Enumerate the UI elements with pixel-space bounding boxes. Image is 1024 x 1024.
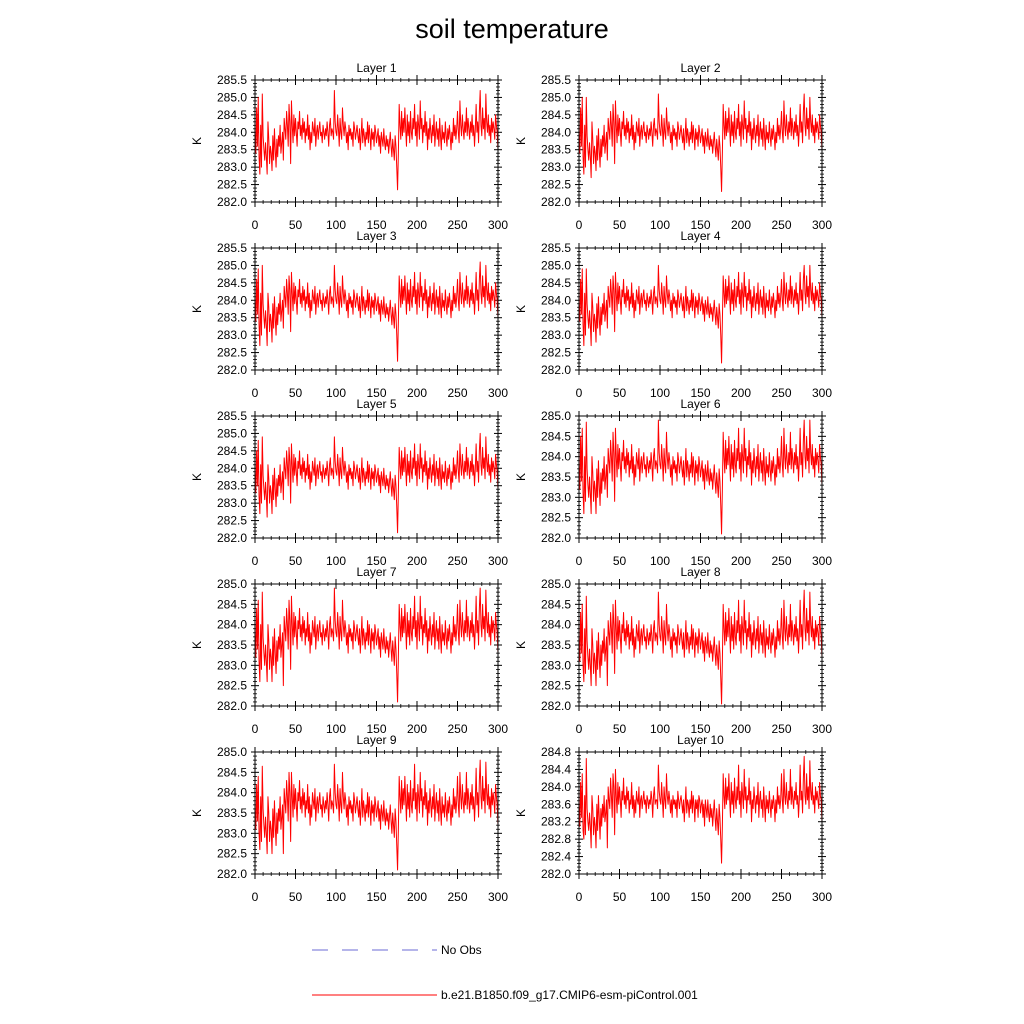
x-tick-label: 50 [612,722,627,736]
x-tick-label: 100 [325,722,347,736]
y-tick-label: 283.0 [216,328,247,343]
y-tick-label: 282.5 [540,678,571,693]
y-axis-label: K [514,808,528,818]
y-tick-label: 285.0 [540,577,571,591]
legend-model-label: b.e21.B1850.f09_g17.CMIP6-esm-piControl.001 [441,988,698,1002]
x-tick-label: 0 [575,722,583,736]
x-tick-label: 200 [730,890,752,904]
x-tick-label: 0 [251,554,259,568]
series-line [255,262,502,361]
y-tick-label: 284.0 [540,617,571,632]
x-tick-label: 300 [487,218,509,232]
x-tick-label: 50 [612,554,627,568]
y-tick-label: 282.5 [216,345,247,360]
x-tick-label: 300 [487,554,509,568]
y-axis-label: K [514,472,528,482]
series-line [579,420,826,534]
x-tick-label: 100 [325,218,347,232]
y-tick-label: 284.0 [540,125,571,140]
y-axis-label: K [190,136,204,146]
y-tick-label: 284.5 [540,275,571,290]
y-tick-label: 284.0 [540,293,571,308]
y-tick-label: 282.5 [540,177,571,192]
x-tick-label: 200 [730,554,752,568]
y-tick-label: 285.5 [216,73,247,87]
panel-title: Layer 2 [680,61,721,75]
y-tick-label: 282.0 [540,531,571,545]
y-tick-label: 283.5 [216,310,247,325]
y-axis-label: K [514,136,528,146]
x-tick-label: 150 [366,890,387,904]
y-tick-label: 284.4 [540,762,571,777]
panel-layer-5 [190,397,508,568]
y-tick-label: 283.0 [540,490,571,505]
series-line [255,90,502,189]
panel-title: Layer 6 [680,397,721,411]
y-tick-label: 283.0 [216,160,247,175]
x-tick-label: 100 [649,218,671,232]
x-tick-label: 200 [406,722,428,736]
y-tick-label: 283.0 [540,160,571,175]
y-tick-label: 284.0 [540,449,571,464]
y-tick-label: 284.0 [216,461,247,476]
x-tick-label: 200 [406,554,428,568]
y-tick-label: 285.0 [216,577,247,591]
x-tick-label: 200 [730,722,752,736]
x-tick-label: 300 [811,722,833,736]
y-tick-label: 285.5 [540,241,571,255]
y-tick-label: 285.0 [540,90,571,105]
x-tick-label: 250 [447,386,468,400]
y-axis-label: K [190,808,204,818]
x-tick-label: 0 [251,218,259,232]
y-tick-label: 283.0 [216,496,247,511]
x-tick-label: 300 [811,890,833,904]
x-tick-label: 150 [366,554,387,568]
x-tick-label: 0 [575,554,583,568]
series-line [579,94,826,192]
y-tick-label: 282.0 [216,699,247,713]
x-tick-label: 50 [612,386,627,400]
y-tick-label: 285.5 [216,409,247,423]
panel-title: Layer 3 [356,229,397,243]
y-tick-label: 283.5 [540,310,571,325]
x-tick-label: 150 [690,554,711,568]
y-tick-label: 283.5 [540,470,571,484]
y-tick-label: 283.6 [540,797,571,812]
y-tick-label: 282.0 [540,195,571,209]
y-axis-label: K [514,640,528,650]
y-tick-label: 285.5 [216,241,247,255]
x-tick-label: 300 [811,554,833,568]
x-tick-label: 50 [288,218,303,232]
y-tick-label: 285.0 [216,258,247,273]
x-tick-label: 150 [366,218,387,232]
y-tick-label: 282.0 [216,363,247,377]
panel-layer-10 [514,733,832,904]
panel-layer-9 [190,733,508,904]
panel-layer-8 [514,565,832,736]
series-line [255,433,502,532]
x-tick-label: 0 [251,890,259,904]
panel-layer-7 [190,565,508,736]
x-tick-label: 250 [771,890,792,904]
x-tick-label: 300 [487,722,509,736]
y-tick-label: 284.5 [540,597,571,612]
panel-layer-2 [514,61,832,232]
panel-layer-4 [514,229,832,400]
panel-title: Layer 5 [356,397,397,411]
x-tick-label: 50 [612,218,627,232]
y-tick-label: 285.0 [216,90,247,105]
y-tick-label: 284.5 [540,107,571,122]
panel-title: Layer 10 [677,733,724,747]
y-tick-label: 282.5 [216,846,247,861]
y-tick-label: 283.2 [540,814,571,829]
y-tick-label: 284.5 [216,765,247,780]
x-tick-label: 300 [811,218,833,232]
y-axis-label: K [190,640,204,650]
x-tick-label: 150 [366,722,387,736]
y-tick-label: 283.0 [540,658,571,673]
panel-title: Layer 1 [356,61,397,75]
y-axis-label: K [190,304,204,314]
x-tick-label: 100 [325,386,347,400]
x-tick-label: 50 [288,386,303,400]
legend [312,943,698,1002]
series-line [255,588,502,702]
y-tick-label: 283.0 [216,658,247,673]
x-tick-label: 250 [771,722,792,736]
y-tick-label: 282.0 [540,867,571,881]
x-tick-label: 0 [575,890,583,904]
x-tick-label: 300 [487,386,509,400]
y-tick-label: 282.4 [540,849,571,864]
series-line [579,265,826,363]
x-tick-label: 150 [690,218,711,232]
y-tick-label: 282.0 [216,867,247,881]
x-tick-label: 100 [325,890,347,904]
y-axis-label: K [190,472,204,482]
x-tick-label: 100 [649,722,671,736]
y-tick-label: 282.0 [216,195,247,209]
y-tick-label: 285.5 [540,73,571,87]
x-tick-label: 150 [690,890,711,904]
y-tick-label: 283.5 [216,638,247,652]
y-axis-label: K [514,304,528,314]
y-tick-label: 285.0 [540,409,571,423]
y-tick-label: 282.5 [216,678,247,693]
y-tick-label: 284.5 [216,107,247,122]
y-tick-label: 285.0 [216,745,247,759]
x-tick-label: 300 [487,890,509,904]
y-tick-label: 284.8 [540,745,571,759]
x-tick-label: 50 [612,890,627,904]
y-tick-label: 284.0 [216,293,247,308]
y-tick-label: 284.0 [216,785,247,800]
series-line [579,590,826,704]
x-tick-label: 250 [447,218,468,232]
x-tick-label: 100 [649,890,671,904]
y-tick-label: 283.0 [540,328,571,343]
y-tick-label: 284.0 [216,125,247,140]
y-tick-label: 284.5 [216,597,247,612]
y-tick-label: 282.0 [216,531,247,545]
y-tick-label: 284.5 [216,443,247,458]
legend-no-obs-label: No Obs [441,943,482,957]
y-tick-label: 283.5 [540,142,571,157]
x-tick-label: 250 [771,218,792,232]
x-tick-label: 100 [649,554,671,568]
x-tick-label: 50 [288,554,303,568]
x-tick-label: 0 [251,386,259,400]
chart-title: soil temperature [415,14,609,44]
x-tick-label: 200 [406,218,428,232]
x-tick-label: 200 [730,386,752,400]
y-tick-label: 282.5 [216,513,247,528]
x-tick-label: 150 [690,722,711,736]
y-tick-label: 284.5 [540,429,571,444]
y-tick-label: 282.0 [540,363,571,377]
y-tick-label: 283.5 [216,478,247,493]
y-tick-label: 283.0 [216,826,247,841]
series-line [255,760,502,870]
x-tick-label: 200 [406,386,428,400]
panel-layer-3 [190,229,508,400]
x-tick-label: 150 [690,386,711,400]
panel-title: Layer 8 [680,565,721,579]
x-tick-label: 150 [366,386,387,400]
x-tick-label: 0 [575,386,583,400]
y-tick-label: 284.0 [216,617,247,632]
x-tick-label: 0 [251,722,259,736]
y-tick-label: 283.5 [216,142,247,157]
y-tick-label: 284.0 [540,779,571,794]
x-tick-label: 300 [811,386,833,400]
panel-layer-6 [514,397,832,568]
y-tick-label: 285.0 [216,426,247,441]
y-tick-label: 282.8 [540,832,571,847]
x-tick-label: 200 [730,218,752,232]
x-tick-label: 100 [325,554,347,568]
panel-title: Layer 9 [356,733,397,747]
panel-title: Layer 7 [356,565,397,579]
y-tick-label: 282.5 [216,177,247,192]
series-line [579,756,826,863]
y-tick-label: 282.0 [540,699,571,713]
x-tick-label: 100 [649,386,671,400]
x-tick-label: 50 [288,890,303,904]
y-tick-label: 285.0 [540,258,571,273]
panel-title: Layer 4 [680,229,721,243]
x-tick-label: 250 [447,890,468,904]
panel-layer-1 [190,61,508,232]
x-tick-label: 50 [288,722,303,736]
y-tick-label: 283.5 [540,638,571,652]
y-tick-label: 284.5 [216,275,247,290]
y-tick-label: 282.5 [540,510,571,525]
x-tick-label: 0 [575,218,583,232]
x-tick-label: 250 [447,722,468,736]
y-tick-label: 283.5 [216,806,247,820]
x-tick-label: 200 [406,890,428,904]
x-tick-label: 250 [447,554,468,568]
y-tick-label: 282.5 [540,345,571,360]
x-tick-label: 250 [771,386,792,400]
x-tick-label: 250 [771,554,792,568]
